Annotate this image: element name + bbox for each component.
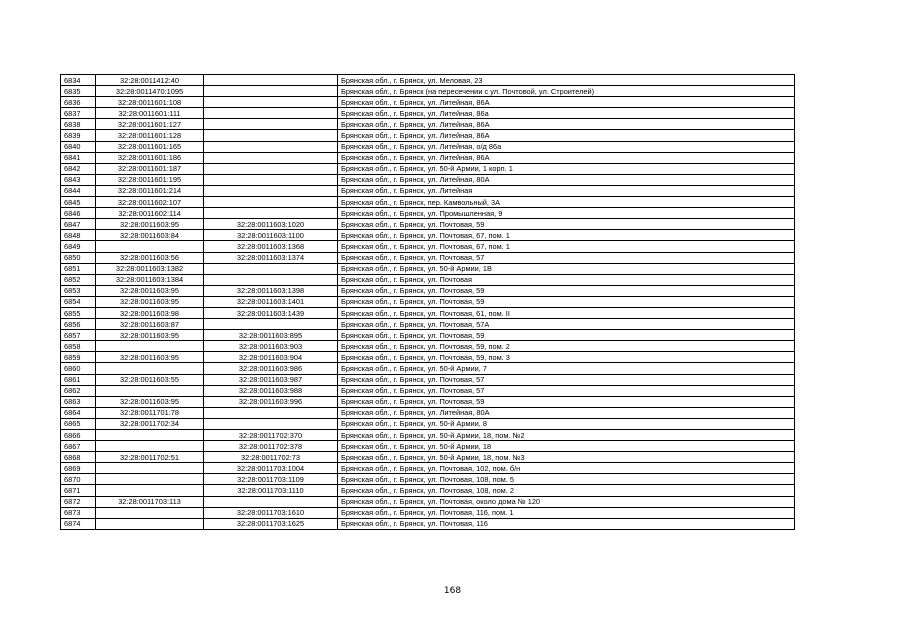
table-row: [61, 97, 795, 108]
cadastral-number-2-cell: [204, 407, 338, 418]
table-row: [61, 463, 795, 474]
page-number: 168: [443, 586, 462, 596]
row-number-cell: 6871: [61, 485, 96, 496]
cadastral-number-2-cell: 32:28:0011603:996: [204, 396, 338, 407]
cadastral-number-cell: 32:28:0011412:40: [96, 75, 204, 86]
row-number-cell: 6840: [61, 141, 96, 152]
cadastral-number-2-cell: 32:28:0011703:1610: [204, 507, 338, 518]
cadastral-number-cell: [96, 241, 204, 252]
row-number-cell: 6867: [61, 441, 96, 452]
address-cell: Брянская обл., г. Брянск, ул. Почтовая, 57: [338, 374, 795, 385]
table-row: [61, 130, 795, 141]
table-row: [61, 341, 795, 352]
cadastral-number-cell: 32:28:0011601:108: [96, 97, 204, 108]
cadastral-number-cell: [96, 463, 204, 474]
cadastral-number-cell: [96, 385, 204, 396]
cadastral-number-2-cell: 32:28:0011603:1398: [204, 285, 338, 296]
table-row: [61, 474, 795, 485]
cadastral-number-2-cell: 32:28:0011703:1004: [204, 463, 338, 474]
row-number-cell: 6847: [61, 219, 96, 230]
cadastral-number-cell: [96, 518, 204, 529]
address-cell: Брянская обл., г. Брянск, ул. 50-й Армии, 7: [338, 363, 795, 374]
row-number-cell: 6856: [61, 319, 96, 330]
cadastral-number-2-cell: [204, 496, 338, 507]
address-cell: Брянская обл., г. Брянск, ул. 50-й Армии, 18, пом. №3: [338, 452, 795, 463]
table-row: [61, 75, 795, 86]
table-row: [61, 319, 795, 330]
address-cell: Брянская обл., г. Брянск, ул. Литейная, 86А: [338, 130, 795, 141]
address-cell: Брянская обл., г. Брянск, ул. Литейная: [338, 185, 795, 196]
cadastral-number-2-cell: [204, 163, 338, 174]
row-number-cell: 6844: [61, 185, 96, 196]
row-number-cell: 6842: [61, 163, 96, 174]
cadastral-number-cell: 32:28:0011601:214: [96, 185, 204, 196]
address-cell: Брянская обл., г. Брянск, пер. Камвольный, 3А: [338, 197, 795, 208]
row-number-cell: 6851: [61, 263, 96, 274]
address-cell: Брянская обл., г. Брянск, ул. Почтовая, 108, пом. 5: [338, 474, 795, 485]
address-cell: Брянская обл., г. Брянск, ул. 50-й Армии, 18: [338, 441, 795, 452]
table-row: [61, 86, 795, 97]
address-cell: Брянская обл., г. Брянск, ул. Почтовая, 57: [338, 385, 795, 396]
cadastral-number-cell: 32:28:0011603:84: [96, 230, 204, 241]
table-row: [61, 396, 795, 407]
cadastral-number-cell: 32:28:0011603:95: [96, 219, 204, 230]
table-row: [61, 430, 795, 441]
address-cell: Брянская обл., г. Брянск (на пересечении с ул. Почтовой, ул. Строителей): [338, 86, 795, 97]
row-number-cell: 6863: [61, 396, 96, 407]
cadastral-number-2-cell: [204, 174, 338, 185]
address-cell: Брянская обл., г. Брянск, ул. Литейная, 86а: [338, 108, 795, 119]
table-row: [61, 174, 795, 185]
cadastral-number-cell: 32:28:0011603:95: [96, 352, 204, 363]
cadastral-number-cell: [96, 474, 204, 485]
address-cell: Брянская обл., г. Брянск, ул. Почтовая, 59, пом. 2: [338, 341, 795, 352]
row-number-cell: 6839: [61, 130, 96, 141]
row-number-cell: 6835: [61, 86, 96, 97]
table-row: [61, 385, 795, 396]
address-cell: Брянская обл., г. Брянск, ул. Литейная, 86А: [338, 152, 795, 163]
table-row: [61, 441, 795, 452]
cadastral-number-cell: 32:28:0011702:51: [96, 452, 204, 463]
table-row: [61, 407, 795, 418]
row-number-cell: 6861: [61, 374, 96, 385]
row-number-cell: 6846: [61, 208, 96, 219]
cadastral-register-table: [60, 74, 795, 530]
row-number-cell: 6858: [61, 341, 96, 352]
cadastral-number-cell: 32:28:0011601:127: [96, 119, 204, 130]
cadastral-number-cell: 32:28:0011601:111: [96, 108, 204, 119]
cadastral-number-2-cell: [204, 97, 338, 108]
cadastral-number-2-cell: [204, 197, 338, 208]
row-number-cell: 6838: [61, 119, 96, 130]
cadastral-number-2-cell: [204, 119, 338, 130]
cadastral-number-2-cell: 32:28:0011603:895: [204, 330, 338, 341]
cadastral-number-2-cell: [204, 274, 338, 285]
cadastral-number-2-cell: 32:28:0011603:988: [204, 385, 338, 396]
cadastral-number-cell: 32:28:0011601:187: [96, 163, 204, 174]
address-cell: Брянская обл., г. Брянск, ул. Почтовая: [338, 274, 795, 285]
address-cell: Брянская обл., г. Брянск, ул. Почтовая, 67, пом. 1: [338, 241, 795, 252]
table-row: [61, 230, 795, 241]
table-row: [61, 274, 795, 285]
address-cell: Брянская обл., г. Брянск, ул. Почтовая, 108, пом. 2: [338, 485, 795, 496]
address-cell: Брянская обл., г. Брянск, ул. 50-й Армии, 1В: [338, 263, 795, 274]
cadastral-number-cell: [96, 430, 204, 441]
table-row: [61, 197, 795, 208]
address-cell: Брянская обл., г. Брянск, ул. Почтовая, 102, пом. б/н: [338, 463, 795, 474]
row-number-cell: 6874: [61, 518, 96, 529]
cadastral-number-2-cell: [204, 108, 338, 119]
table-row: [61, 285, 795, 296]
cadastral-number-2-cell: 32:28:0011603:1020: [204, 219, 338, 230]
cadastral-number-2-cell: 32:28:0011703:1625: [204, 518, 338, 529]
cadastral-number-2-cell: 32:28:0011702:370: [204, 430, 338, 441]
table-row: [61, 452, 795, 463]
row-number-cell: 6850: [61, 252, 96, 263]
row-number-cell: 6865: [61, 418, 96, 429]
table-row: [61, 141, 795, 152]
cadastral-number-2-cell: 32:28:0011603:1100: [204, 230, 338, 241]
cadastral-number-cell: 32:28:0011701:78: [96, 407, 204, 418]
table-row: [61, 219, 795, 230]
cadastral-number-2-cell: 32:28:0011702:73: [204, 452, 338, 463]
address-cell: Брянская обл., г. Брянск, ул. Почтовая, 57: [338, 252, 795, 263]
cadastral-number-2-cell: [204, 86, 338, 97]
row-number-cell: 6849: [61, 241, 96, 252]
row-number-cell: 6870: [61, 474, 96, 485]
table-row: [61, 363, 795, 374]
cadastral-number-cell: [96, 341, 204, 352]
cadastral-number-2-cell: 32:28:0011702:378: [204, 441, 338, 452]
row-number-cell: 6854: [61, 296, 96, 307]
row-number-cell: 6841: [61, 152, 96, 163]
cadastral-number-cell: 32:28:0011601:165: [96, 141, 204, 152]
table-row: [61, 152, 795, 163]
cadastral-number-2-cell: [204, 319, 338, 330]
row-number-cell: 6864: [61, 407, 96, 418]
cadastral-number-cell: [96, 485, 204, 496]
address-cell: Брянская обл., г. Брянск, ул. Литейная, о/д 86а: [338, 141, 795, 152]
table-row: [61, 163, 795, 174]
cadastral-number-2-cell: [204, 152, 338, 163]
address-cell: Брянская обл., г. Брянск, ул. Почтовая, 67, пом. 1: [338, 230, 795, 241]
address-cell: Брянская обл., г. Брянск, ул. Промышленная, 9: [338, 208, 795, 219]
cadastral-number-cell: 32:28:0011602:107: [96, 197, 204, 208]
cadastral-number-2-cell: 32:28:0011703:1110: [204, 485, 338, 496]
cadastral-number-2-cell: 32:28:0011603:903: [204, 341, 338, 352]
cadastral-number-2-cell: [204, 130, 338, 141]
cadastral-number-cell: [96, 507, 204, 518]
table-row: [61, 485, 795, 496]
row-number-cell: 6848: [61, 230, 96, 241]
table-row: [61, 241, 795, 252]
cadastral-number-cell: 32:28:0011603:55: [96, 374, 204, 385]
address-cell: Брянская обл., г. Брянск, ул. Почтовая, 59: [338, 330, 795, 341]
row-number-cell: 6859: [61, 352, 96, 363]
row-number-cell: 6860: [61, 363, 96, 374]
address-cell: Брянская обл., г. Брянск, ул. Литейная, 86А: [338, 119, 795, 130]
row-number-cell: 6869: [61, 463, 96, 474]
cadastral-number-cell: 32:28:0011603:1384: [96, 274, 204, 285]
address-cell: Брянская обл., г. Брянск, ул. 50-й Армии, 8: [338, 418, 795, 429]
cadastral-number-2-cell: 32:28:0011603:904: [204, 352, 338, 363]
address-cell: Брянская обл., г. Брянск, ул. Почтовая, около дома № 120: [338, 496, 795, 507]
table-body: [61, 75, 795, 530]
row-number-cell: 6862: [61, 385, 96, 396]
cadastral-number-2-cell: [204, 141, 338, 152]
table-row: [61, 418, 795, 429]
cadastral-number-2-cell: 32:28:0011603:1374: [204, 252, 338, 263]
table-row: [61, 496, 795, 507]
cadastral-number-2-cell: 32:28:0011603:1401: [204, 296, 338, 307]
cadastral-number-cell: 32:28:0011601:186: [96, 152, 204, 163]
cadastral-number-cell: [96, 363, 204, 374]
cadastral-number-2-cell: [204, 263, 338, 274]
cadastral-number-cell: 32:28:0011603:95: [96, 285, 204, 296]
cadastral-number-cell: 32:28:0011603:95: [96, 396, 204, 407]
row-number-cell: 6873: [61, 507, 96, 518]
cadastral-number-2-cell: [204, 75, 338, 86]
row-number-cell: 6843: [61, 174, 96, 185]
cadastral-number-cell: 32:28:0011603:95: [96, 330, 204, 341]
address-cell: Брянская обл., г. Брянск, ул. Почтовая, 57А: [338, 319, 795, 330]
row-number-cell: 6852: [61, 274, 96, 285]
table-row: [61, 352, 795, 363]
table-row: [61, 119, 795, 130]
address-cell: Брянская обл., г. Брянск, ул. 50-й Армии, 1 корп. 1: [338, 163, 795, 174]
table-row: [61, 108, 795, 119]
cadastral-number-cell: 32:28:0011603:1382: [96, 263, 204, 274]
address-cell: Брянская обл., г. Брянск, ул. Меловая, 23: [338, 75, 795, 86]
table-row: [61, 518, 795, 529]
address-cell: Брянская обл., г. Брянск, ул. Почтовая, 59, пом. 3: [338, 352, 795, 363]
cadastral-number-cell: 32:28:0011601:195: [96, 174, 204, 185]
cadastral-number-cell: 32:28:0011601:128: [96, 130, 204, 141]
cadastral-number-2-cell: 32:28:0011603:1439: [204, 307, 338, 318]
address-cell: Брянская обл., г. Брянск, ул. Почтовая, 116, пом. 1: [338, 507, 795, 518]
cadastral-number-cell: 32:28:0011603:87: [96, 319, 204, 330]
table-row: [61, 307, 795, 318]
cadastral-number-2-cell: [204, 185, 338, 196]
address-cell: Брянская обл., г. Брянск, ул. Литейная, 80А: [338, 407, 795, 418]
table-row: [61, 296, 795, 307]
address-cell: Брянская обл., г. Брянск, ул. Почтовая, 59: [338, 285, 795, 296]
cadastral-number-2-cell: 32:28:0011603:1368: [204, 241, 338, 252]
address-cell: Брянская обл., г. Брянск, ул. Почтовая, 61, пом. II: [338, 307, 795, 318]
address-cell: Брянская обл., г. Брянск, ул. Литейная, 86А: [338, 97, 795, 108]
table-row: [61, 330, 795, 341]
address-cell: Брянская обл., г. Брянск, ул. Почтовая, 59: [338, 396, 795, 407]
cadastral-number-2-cell: 32:28:0011603:987: [204, 374, 338, 385]
row-number-cell: 6836: [61, 97, 96, 108]
table-row: [61, 374, 795, 385]
table-row: [61, 208, 795, 219]
cadastral-number-cell: 32:28:0011703:113: [96, 496, 204, 507]
cadastral-number-cell: 32:28:0011603:95: [96, 296, 204, 307]
table-row: [61, 507, 795, 518]
table-row: [61, 185, 795, 196]
address-cell: Брянская обл., г. Брянск, ул. Почтовая, 116: [338, 518, 795, 529]
cadastral-number-cell: 32:28:0011702:34: [96, 418, 204, 429]
address-cell: Брянская обл., г. Брянск, ул. 50-й Армии, 18, пом. №2: [338, 430, 795, 441]
cadastral-number-2-cell: 32:28:0011703:1109: [204, 474, 338, 485]
row-number-cell: 6837: [61, 108, 96, 119]
address-cell: Брянская обл., г. Брянск, ул. Почтовая, 59: [338, 296, 795, 307]
cadastral-number-2-cell: [204, 418, 338, 429]
address-cell: Брянская обл., г. Брянск, ул. Литейная, 80А: [338, 174, 795, 185]
row-number-cell: 6853: [61, 285, 96, 296]
row-number-cell: 6845: [61, 197, 96, 208]
row-number-cell: 6872: [61, 496, 96, 507]
cadastral-number-cell: 32:28:0011602:114: [96, 208, 204, 219]
table-row: [61, 252, 795, 263]
cadastral-number-2-cell: [204, 208, 338, 219]
address-cell: Брянская обл., г. Брянск, ул. Почтовая, 59: [338, 219, 795, 230]
cadastral-number-2-cell: 32:28:0011603:986: [204, 363, 338, 374]
row-number-cell: 6866: [61, 430, 96, 441]
row-number-cell: 6855: [61, 307, 96, 318]
cadastral-number-cell: [96, 441, 204, 452]
cadastral-number-cell: 32:28:0011470:1095: [96, 86, 204, 97]
cadastral-number-cell: 32:28:0011603:56: [96, 252, 204, 263]
row-number-cell: 6857: [61, 330, 96, 341]
cadastral-number-cell: 32:28:0011603:98: [96, 307, 204, 318]
row-number-cell: 6868: [61, 452, 96, 463]
table-row: [61, 263, 795, 274]
row-number-cell: 6834: [61, 75, 96, 86]
